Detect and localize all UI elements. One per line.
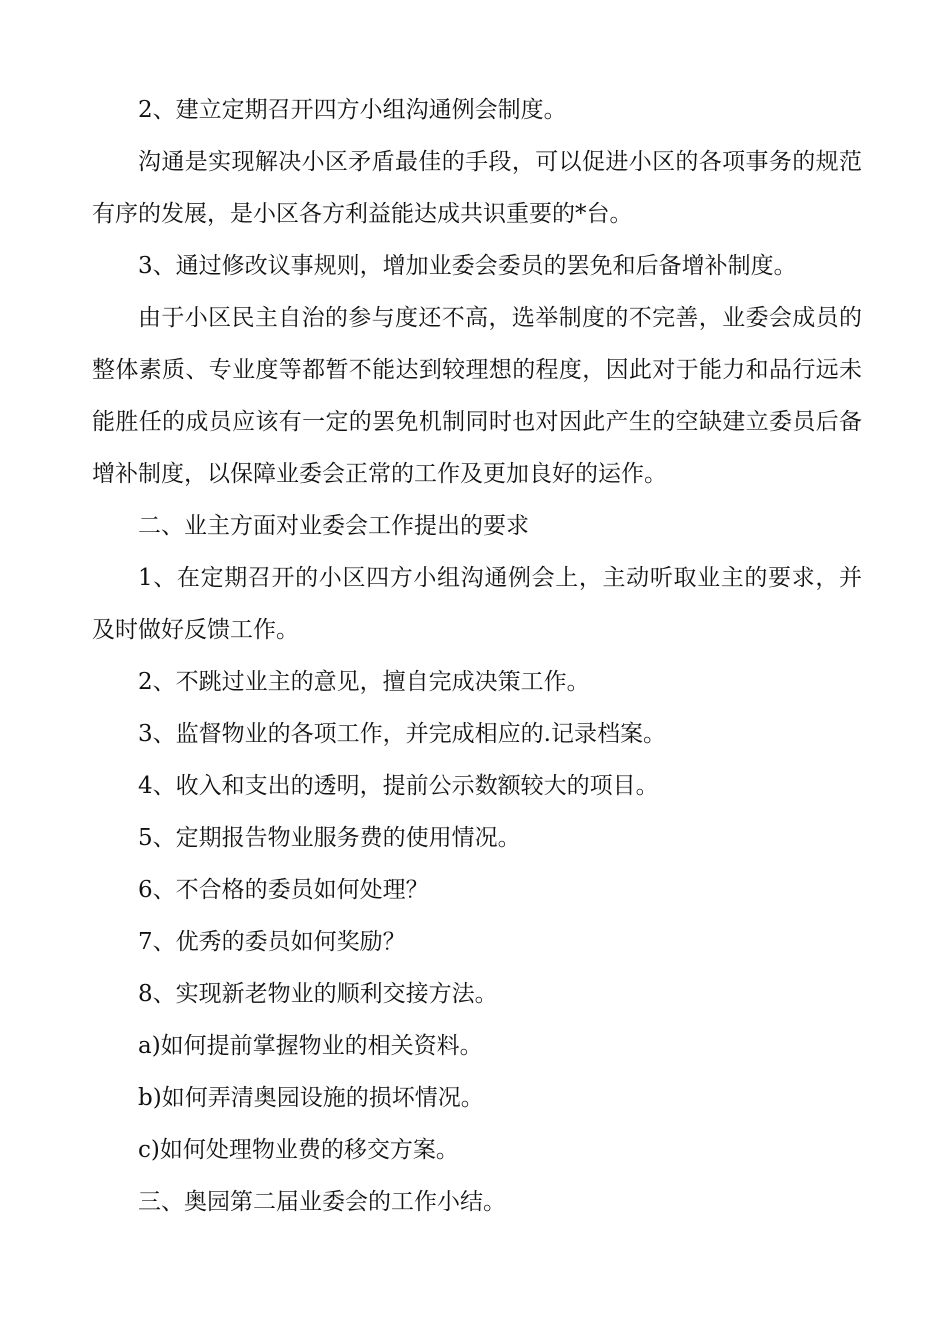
sub-item-b: b)如何弄清奥园设施的损坏情况。 [138, 1085, 484, 1111]
paragraph-item-2-heading: 2、建立定期召开四方小组沟通例会制度。 [138, 97, 567, 123]
list-item-8: 8、实现新老物业的顺利交接方法。 [138, 981, 498, 1007]
paragraph-democracy: 由于小区民主自治的参与度还不高，选举制度的不完善，业委会成员的整体素质、专业度等都暂不能达到较理想的程度，因此对于能力和品行远未能胜任的成员应该有一定的罢免机制同时也对因此产生的空缺建立委员后备增补制度，以保障业委会正常的工作及更加良好的运作。 [92, 305, 862, 487]
document-body [92, 84, 862, 1228]
list-item-1: 1、在定期召开的小区四方小组沟通例会上，主动听取业主的要求，并及时做好反馈工作。 [92, 565, 862, 643]
section-heading-summary: 三、奥园第二届业委会的工作小结。 [138, 1189, 506, 1215]
list-item-6: 6、不合格的委员如何处理？ [138, 877, 429, 903]
sub-item-a: a)如何提前掌握物业的相关资料。 [138, 1033, 483, 1059]
list-item-3: 3、监督物业的各项工作，并完成相应的.记录档案。 [138, 721, 666, 747]
list-item-7: 7、优秀的委员如何奖励？ [138, 929, 406, 955]
paragraph-item-3-heading: 3、通过修改议事规则，增加业委会委员的罢免和后备增补制度。 [138, 253, 797, 279]
list-item-2: 2、不跳过业主的意见，擅自完成决策工作。 [138, 669, 590, 695]
list-item-5: 5、定期报告物业服务费的使用情况。 [138, 825, 521, 851]
sub-item-c: c)如何处理物业费的移交方案。 [138, 1137, 459, 1163]
section-heading-owner-requirements: 二、业主方面对业委会工作提出的要求 [138, 513, 529, 539]
paragraph-communication: 沟通是实现解决小区矛盾最佳的手段，可以促进小区的各项事务的规范有序的发展，是小区各方利益能达成共识重要的*台。 [92, 149, 862, 227]
list-item-4: 4、收入和支出的透明，提前公示数额较大的项目。 [138, 773, 659, 799]
